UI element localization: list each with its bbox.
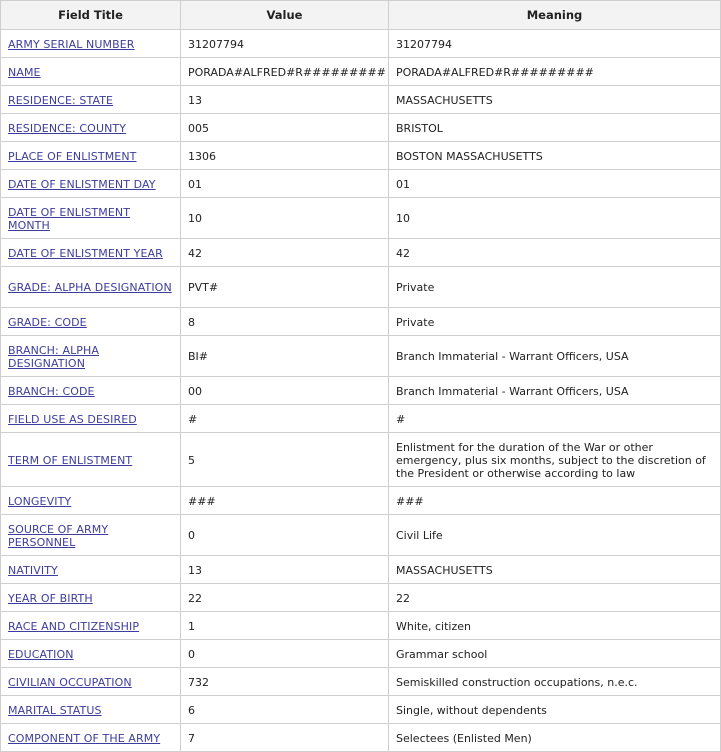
value-cell: PVT#: [181, 267, 389, 308]
field-title-cell: [1, 487, 181, 515]
field-title-cell: [1, 724, 181, 752]
field-title-link[interactable]: RESIDENCE: STATE: [8, 93, 114, 107]
field-title-cell: [1, 267, 181, 308]
value-cell: 6: [181, 696, 389, 724]
field-title-cell: [1, 86, 181, 114]
table-row: [1, 612, 721, 640]
table-row: [1, 267, 721, 308]
meaning-cell: Private: [389, 308, 721, 336]
table-row: [1, 239, 721, 267]
table-row: [1, 556, 721, 584]
table-row: [1, 114, 721, 142]
field-title-cell: [1, 239, 181, 267]
field-title-cell: [1, 696, 181, 724]
field-title-link[interactable]: NAME: [8, 65, 41, 79]
field-title-cell: [1, 142, 181, 170]
meaning-cell: 10: [389, 198, 721, 239]
field-title-link[interactable]: EDUCATION: [8, 647, 74, 661]
value-cell: 01: [181, 170, 389, 198]
table-row: [1, 377, 721, 405]
meaning-cell: MASSACHUSETTS: [389, 86, 721, 114]
value-cell: 13: [181, 556, 389, 584]
value-cell: 8: [181, 308, 389, 336]
header-value: Value: [181, 1, 389, 30]
value-cell: PORADA#ALFRED#R#########: [181, 58, 389, 86]
field-title-link[interactable]: GRADE: ALPHA DESIGNATION: [8, 281, 172, 294]
table-row: [1, 696, 721, 724]
meaning-cell: Branch Immaterial - Warrant Officers, USA: [389, 377, 721, 405]
meaning-cell: Private: [389, 267, 721, 308]
table-row: [1, 433, 721, 487]
header-field-title: Field Title: [1, 1, 181, 30]
field-title-cell: [1, 433, 181, 487]
field-title-link[interactable]: SOURCE OF ARMY PERSONNEL: [8, 522, 109, 549]
field-title-link[interactable]: YEAR OF BIRTH: [8, 591, 93, 605]
field-title-link[interactable]: FIELD USE AS DESIRED: [8, 412, 137, 426]
meaning-cell: BOSTON MASSACHUSETTS: [389, 142, 721, 170]
field-title-cell: [1, 377, 181, 405]
field-title-cell: [1, 556, 181, 584]
field-title-link[interactable]: NATIVITY: [8, 563, 58, 577]
meaning-cell: #: [389, 405, 721, 433]
value-cell: #: [181, 405, 389, 433]
table-row: [1, 30, 721, 58]
field-title-link[interactable]: LONGEVITY: [8, 494, 72, 508]
field-title-link[interactable]: RACE AND CITIZENSHIP: [8, 619, 140, 633]
value-cell: 1306: [181, 142, 389, 170]
field-title-link[interactable]: MARITAL STATUS: [8, 703, 102, 717]
table-row: [1, 308, 721, 336]
header-meaning: Meaning: [389, 1, 721, 30]
value-cell: ###: [181, 487, 389, 515]
value-cell: 22: [181, 584, 389, 612]
field-title-cell: [1, 515, 181, 556]
field-title-cell: [1, 308, 181, 336]
table-row: [1, 142, 721, 170]
table-body: [1, 30, 721, 752]
meaning-cell: Single, without dependents: [389, 696, 721, 724]
value-cell: 7: [181, 724, 389, 752]
meaning-cell: 31207794: [389, 30, 721, 58]
table-row: [1, 170, 721, 198]
table-row: [1, 86, 721, 114]
field-title-cell: [1, 405, 181, 433]
value-cell: 732: [181, 668, 389, 696]
field-title-cell: [1, 170, 181, 198]
table-row: [1, 724, 721, 752]
field-title-cell: [1, 114, 181, 142]
value-cell: 1: [181, 612, 389, 640]
meaning-cell: Enlistment for the duration of the War or other emergency, plus six months, subject to the discretion of the President or otherwise according to law: [389, 433, 721, 487]
meaning-cell: MASSACHUSETTS: [389, 556, 721, 584]
meaning-cell: BRISTOL: [389, 114, 721, 142]
field-title-link[interactable]: GRADE: CODE: [8, 315, 87, 329]
header-row: [1, 1, 721, 30]
value-cell: 0: [181, 640, 389, 668]
meaning-cell: 01: [389, 170, 721, 198]
field-title-cell: [1, 584, 181, 612]
value-cell: 00: [181, 377, 389, 405]
table-row: [1, 640, 721, 668]
meaning-cell: PORADA#ALFRED#R#########: [389, 58, 721, 86]
field-title-cell: [1, 58, 181, 86]
field-title-link[interactable]: BRANCH: ALPHA DESIGNATION: [8, 343, 100, 370]
field-title-link[interactable]: CIVILIAN OCCUPATION: [8, 675, 132, 689]
meaning-cell: Grammar school: [389, 640, 721, 668]
meaning-cell: Selectees (Enlisted Men): [389, 724, 721, 752]
table-row: [1, 198, 721, 239]
value-cell: 42: [181, 239, 389, 267]
table-row: [1, 487, 721, 515]
field-title-link[interactable]: BRANCH: CODE: [8, 384, 95, 398]
field-title-cell: [1, 336, 181, 377]
field-title-cell: [1, 612, 181, 640]
field-title-cell: [1, 668, 181, 696]
field-title-cell: [1, 640, 181, 668]
meaning-cell: 22: [389, 584, 721, 612]
field-title-cell: [1, 198, 181, 239]
table-header: [1, 1, 721, 30]
meaning-cell: ###: [389, 487, 721, 515]
field-title-cell: [1, 30, 181, 58]
field-title-link[interactable]: DATE OF ENLISTMENT MONTH: [8, 205, 131, 232]
table-row: [1, 584, 721, 612]
meaning-cell: Semiskilled construction occupations, n.e.c.: [389, 668, 721, 696]
value-cell: 31207794: [181, 30, 389, 58]
field-title-link[interactable]: ARMY SERIAL NUMBER: [8, 37, 135, 51]
meaning-cell: Branch Immaterial - Warrant Officers, USA: [389, 336, 721, 377]
field-title-link[interactable]: DATE OF ENLISTMENT DAY: [8, 177, 156, 191]
table-row: [1, 58, 721, 86]
meaning-cell: Civil Life: [389, 515, 721, 556]
table-row: [1, 668, 721, 696]
meaning-cell: White, citizen: [389, 612, 721, 640]
value-cell: BI#: [181, 336, 389, 377]
value-cell: 5: [181, 433, 389, 487]
table-row: [1, 336, 721, 377]
table-row: [1, 405, 721, 433]
field-title-link[interactable]: PLACE OF ENLISTMENT: [8, 149, 137, 163]
field-title-link[interactable]: RESIDENCE: COUNTY: [8, 121, 127, 135]
meaning-cell: 42: [389, 239, 721, 267]
field-title-link[interactable]: COMPONENT OF THE ARMY: [8, 731, 161, 745]
table-row: [1, 515, 721, 556]
value-cell: 005: [181, 114, 389, 142]
field-title-link[interactable]: TERM OF ENLISTMENT: [8, 453, 133, 467]
value-cell: 10: [181, 198, 389, 239]
field-title-link[interactable]: DATE OF ENLISTMENT YEAR: [8, 246, 163, 260]
value-cell: 13: [181, 86, 389, 114]
value-cell: 0: [181, 515, 389, 556]
